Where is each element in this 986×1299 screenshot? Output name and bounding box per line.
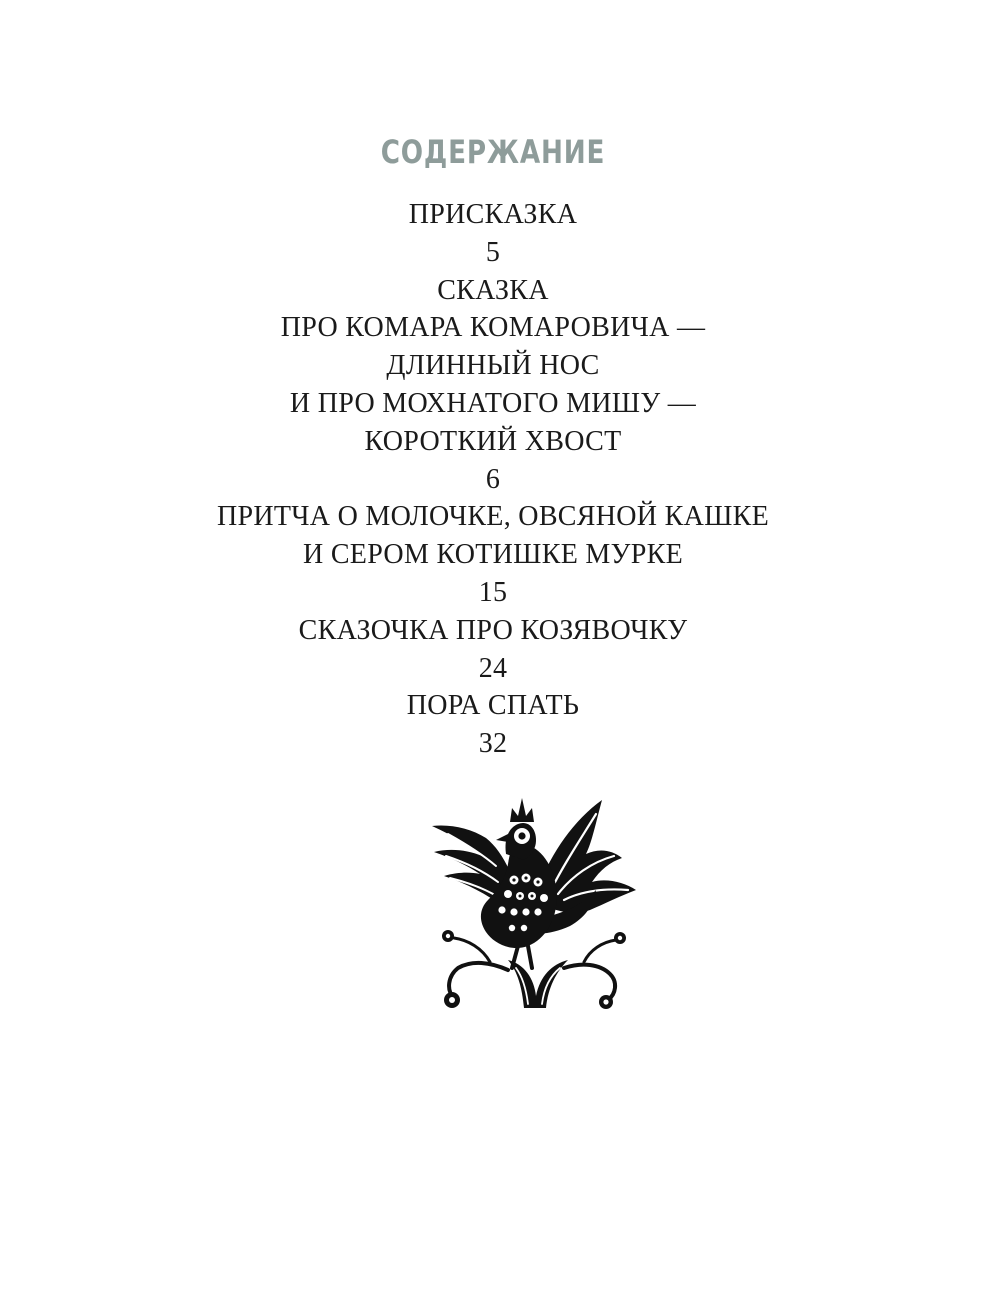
toc-entry-page-number: 5 — [485, 236, 501, 268]
toc-entry-bedtime[interactable] — [0, 687, 986, 763]
toc-entry-title: СКАЗКА — [437, 274, 549, 306]
toc-entry-title: СКАЗОЧКА ПРО КОЗЯВОЧКУ — [298, 614, 688, 646]
toc-heading: СОДЕРЖАНИЕ — [380, 133, 606, 171]
toc-entry-komar-komarovich[interactable] — [0, 272, 986, 499]
toc-entry-page-number: 6 — [485, 463, 501, 495]
toc-entry-page-number: 24 — [478, 652, 508, 684]
toc-entry-title: ДЛИННЫЙ НОС — [386, 350, 600, 382]
toc-entry-title: ПОРА СПАТЬ — [406, 690, 580, 722]
toc-entry-page-number: 32 — [478, 728, 508, 760]
toc-entry-title: И ПРО МОХНАТОГО МИШУ — — [289, 387, 697, 419]
table-of-contents — [0, 196, 986, 763]
toc-entry-title: ПРО КОМАРА КОМАРОВИЧА — — [280, 312, 706, 344]
toc-entry-title: И СЕРОМ КОТИШКЕ МУРКЕ — [303, 539, 683, 571]
firebird-icon — [424, 792, 644, 1012]
toc-entry-prelude[interactable] — [0, 196, 986, 272]
toc-entry-title: ПРИСКАЗКА — [408, 199, 578, 230]
toc-entry-kozyavochka[interactable] — [0, 612, 986, 688]
toc-entry-page-number: 15 — [478, 576, 508, 608]
toc-entry-parable-milk[interactable] — [0, 498, 986, 611]
toc-entry-title: КОРОТКИЙ ХВОСТ — [364, 425, 622, 457]
toc-entry-title: ПРИТЧА О МОЛОЧКЕ, ОВСЯНОЙ КАШКЕ — [216, 501, 770, 533]
